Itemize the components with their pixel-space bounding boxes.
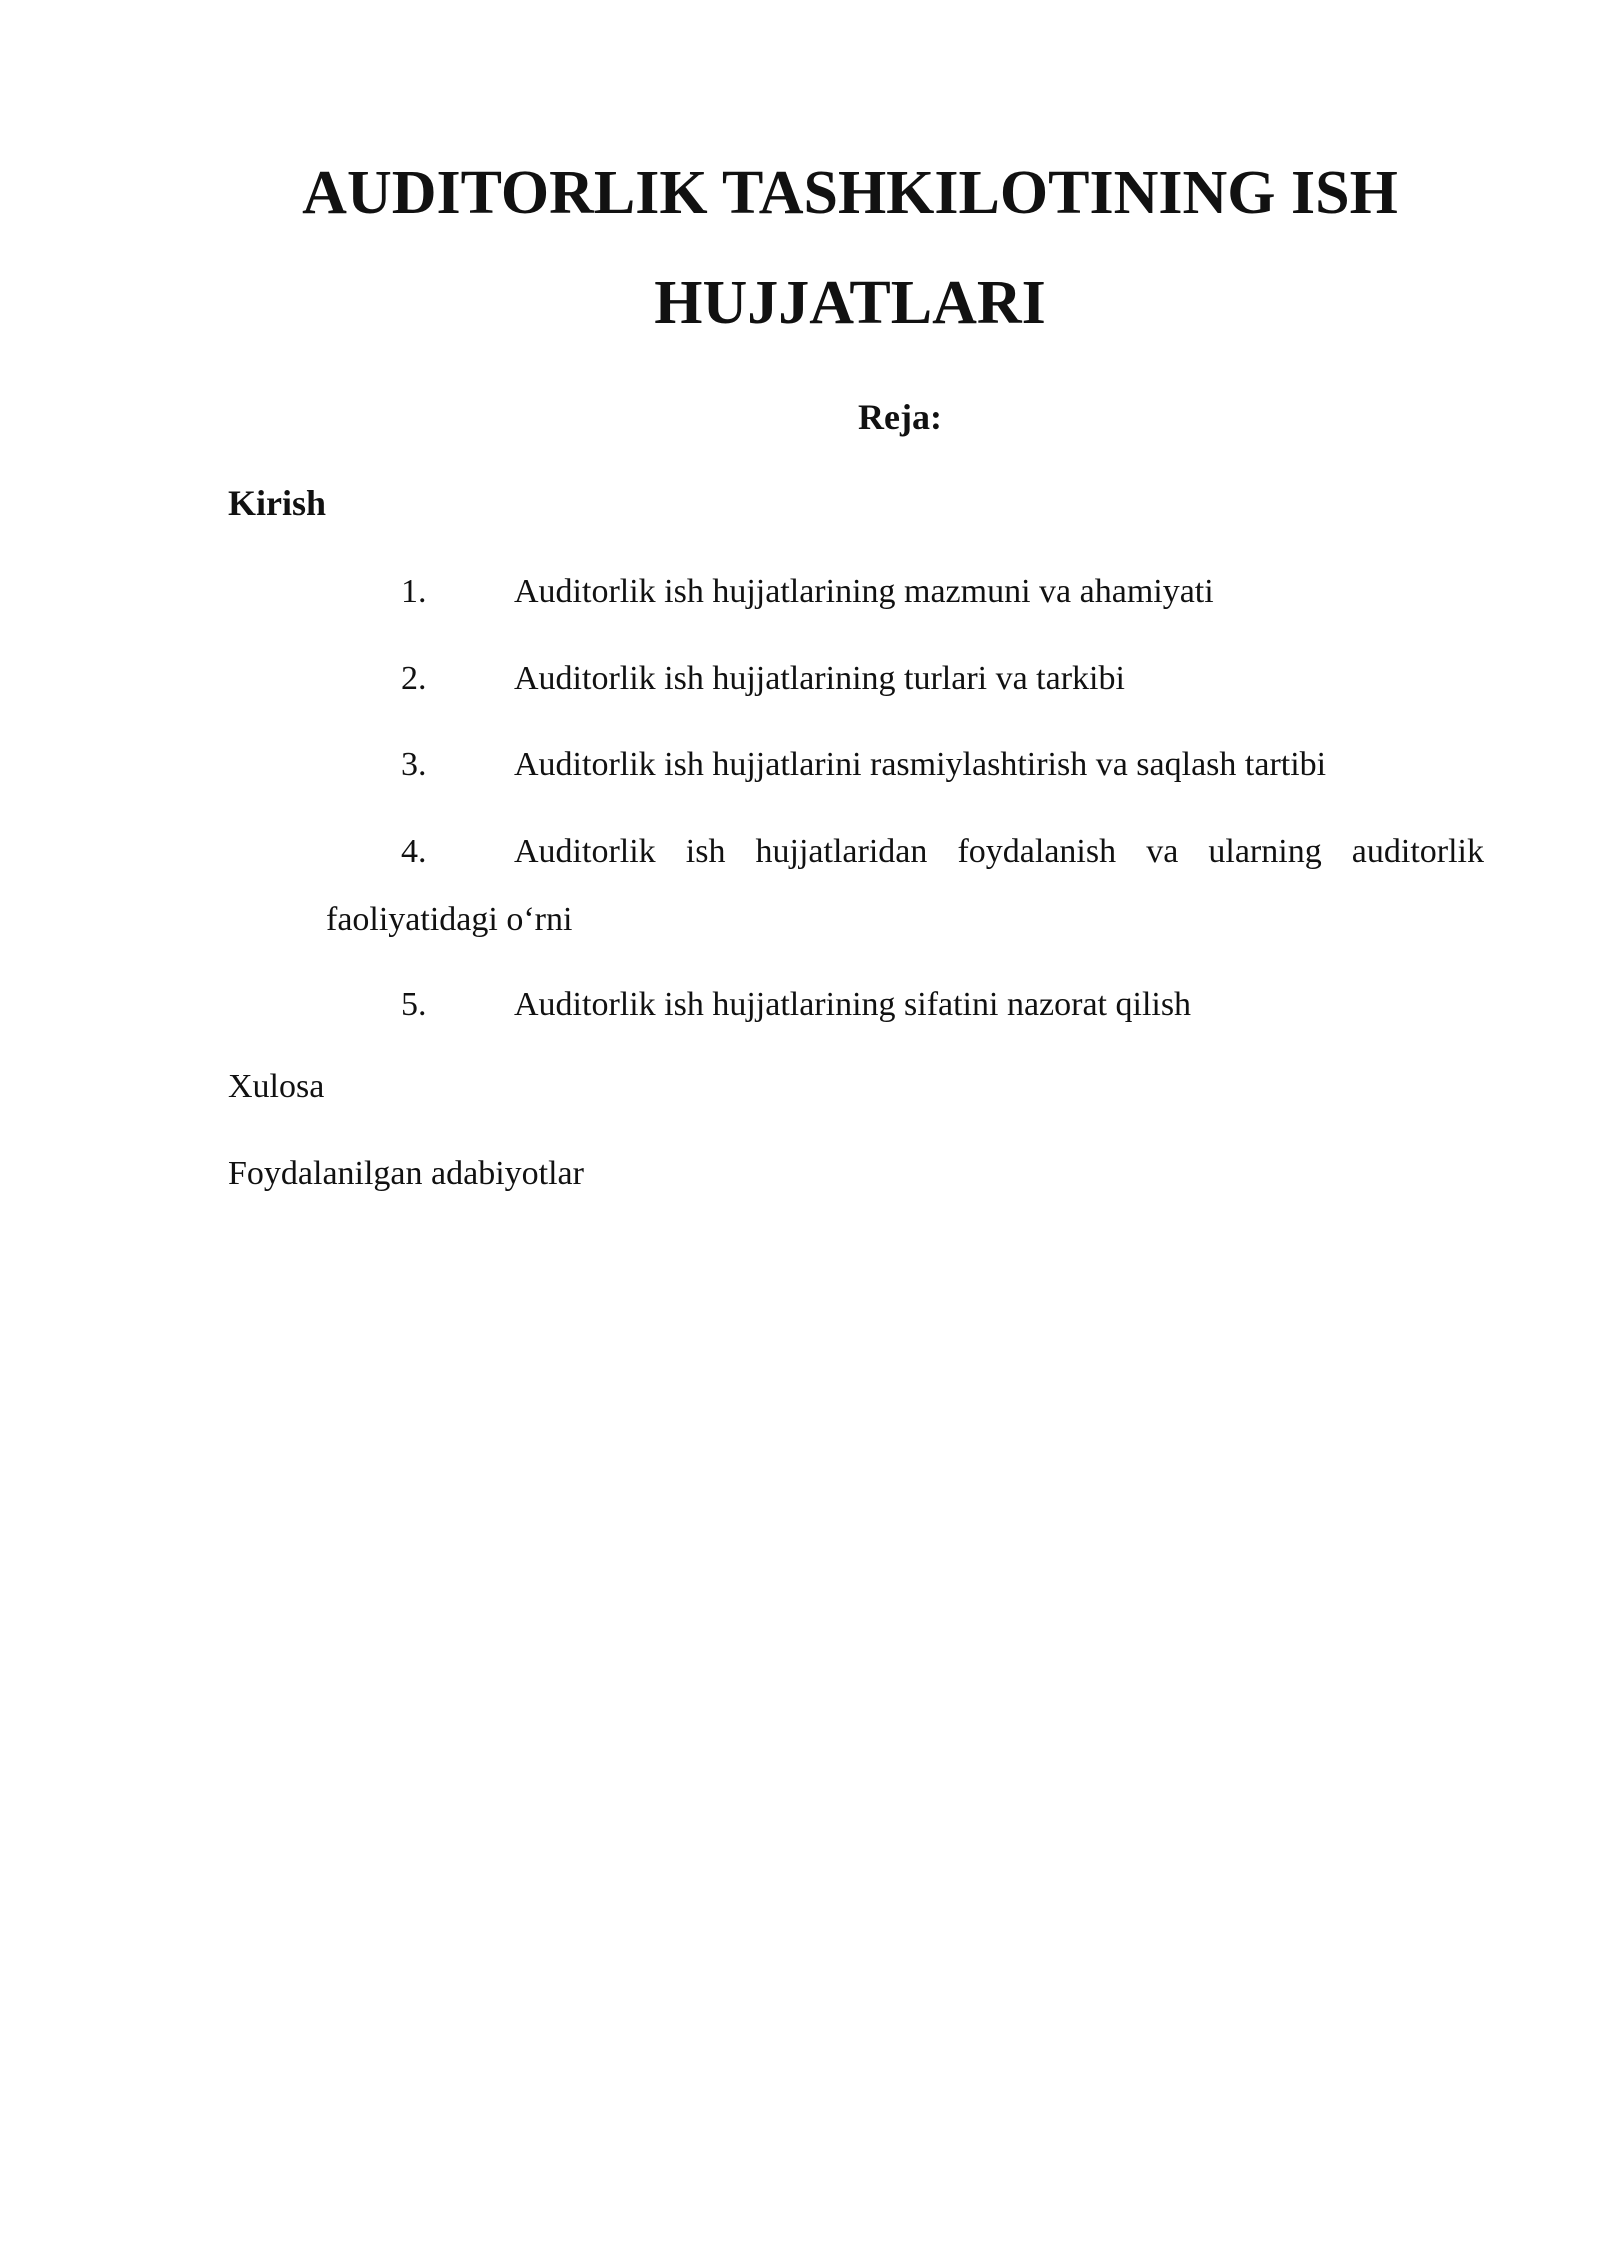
document-title: AUDITORLIK TASHKILOTINING ISH HUJJATLARI bbox=[302, 159, 1398, 337]
plan-heading: Reja: bbox=[858, 397, 942, 437]
plan-item-number: 4. bbox=[401, 833, 427, 870]
plan-item-number: 3. bbox=[401, 746, 427, 783]
plan-item-text: Auditorlik ish hujjatlarining sifatini nazorat qilish bbox=[514, 986, 1192, 1023]
plan-item-number: 2. bbox=[401, 660, 427, 697]
plan-item-text: Auditorlik ish hujjatlaridan foydalanish va ularning auditorlik bbox=[514, 833, 1484, 870]
plan-item-text-continuation: faoliyatidagi o‘rni bbox=[326, 901, 573, 938]
plan-item-number: 5. bbox=[401, 986, 427, 1023]
section-references: Foydalanilgan adabiyotlar bbox=[228, 1155, 584, 1192]
plan-item-text: Auditorlik ish hujjatlarining turlari va tarkibi bbox=[514, 660, 1125, 697]
section-conclusion: Xulosa bbox=[228, 1068, 325, 1105]
plan-item-text: Auditorlik ish hujjatlarini rasmiylashtirish va saqlash tartibi bbox=[514, 746, 1327, 783]
plan-item-text: Auditorlik ish hujjatlarining mazmuni va ahamiyati bbox=[514, 573, 1214, 610]
section-intro: Kirish bbox=[228, 483, 327, 523]
plan-item-number: 1. bbox=[401, 573, 427, 610]
